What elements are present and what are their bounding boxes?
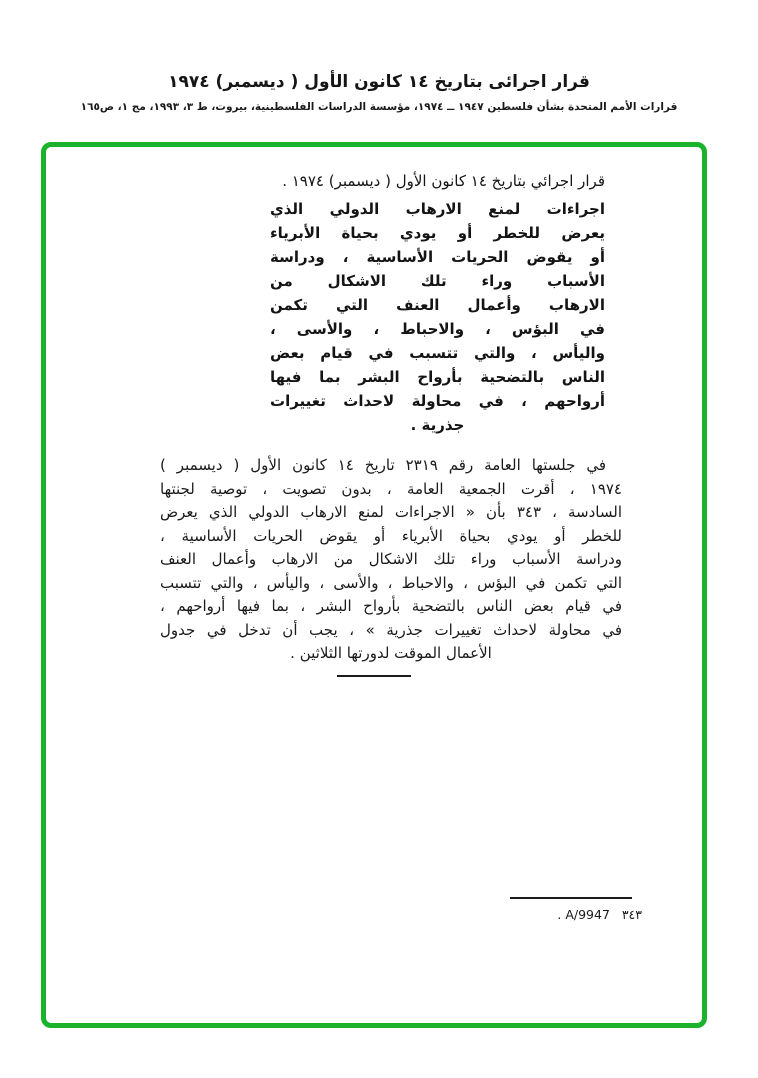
body-line: السادسة ، ٣٤٣ بأن « الاجراءات لمنع الارهاب الدولي الذي يعرض: [160, 503, 622, 521]
page-subtitle: قرارات الأمم المتحدة بشأن فلسطين ١٩٤٧ ــ ١٩٧٤، مؤسسة الدراسات الفلسطينية، بيروت، ط ٣، ١٩٩٣، مج ١، ص١٦٥: [80, 101, 678, 113]
highlight-box: [41, 142, 707, 1028]
summary-line: في البؤس ، والاحباط ، والأسى ،: [270, 320, 605, 338]
resolution-heading: قرار اجرائي بتاريخ ١٤ كانون الأول ( ديسمبر) ١٩٧٤ .: [282, 172, 605, 190]
footnote-divider: [510, 897, 632, 899]
body-line: ودراسة الأسباب وراء تلك الاشكال من الارهاب وأعمال العنف: [160, 550, 622, 568]
summary-line: اجراءات لمنع الارهاب الدولي الذي: [270, 200, 605, 218]
summary-line: جذرية .: [410, 416, 465, 434]
footnote: ٣٤٣ A/9947 .: [557, 907, 642, 922]
page-header: [0, 72, 758, 113]
summary-line: واليأس ، والتي تتسبب في قيام بعض: [270, 344, 605, 362]
summary-line: الأسباب وراء تلك الاشكال من: [270, 272, 605, 290]
summary-line: الناس بالتضحية بأرواح البشر بما فيها: [270, 368, 605, 386]
page-title: قرار اجرائى بتاريخ ١٤ كانون الأول ( ديسمبر) ١٩٧٤: [168, 72, 590, 92]
summary-line: الارهاب وأعمال العنف التي تكمن: [270, 296, 605, 314]
body-line: في قيام بعض الناس بالتضحية بأرواح البشر ، بما فيها أرواحهم ،: [160, 597, 622, 615]
body-line: في جلستها العامة رقم ٢٣١٩ تاريخ ١٤ كانون الأول ( ديسمبر ): [160, 456, 606, 474]
resolution-summary: [270, 197, 605, 437]
resolution-body: [160, 454, 622, 666]
body-line: الأعمال الموقت لدورتها الثلاثين .: [290, 644, 492, 662]
body-line: في محاولة لاحداث تغييرات جذرية » ، يجب أن تدخل في جدول: [160, 620, 622, 639]
body-line: للخطر أو يودي بحياة الأبرياء أو يقوض الحريات الأساسية ،: [160, 526, 622, 545]
summary-line: أو يقوض الحريات الأساسية ، ودراسة: [270, 248, 605, 266]
summary-line: يعرض للخطر أو يودي بحياة الأبرياء: [270, 224, 605, 242]
summary-line: أرواحهم ، في محاولة لاحداث تغييرات: [270, 392, 605, 410]
body-line: التي تكمن في البؤس ، والاحباط ، والأسى ، واليأس ، والتي تتسبب: [160, 573, 622, 592]
body-line: ١٩٧٤ ، أقرت الجمعية العامة ، بدون تصويت ، توصية لجنتها: [160, 479, 622, 498]
section-divider: [337, 675, 411, 677]
